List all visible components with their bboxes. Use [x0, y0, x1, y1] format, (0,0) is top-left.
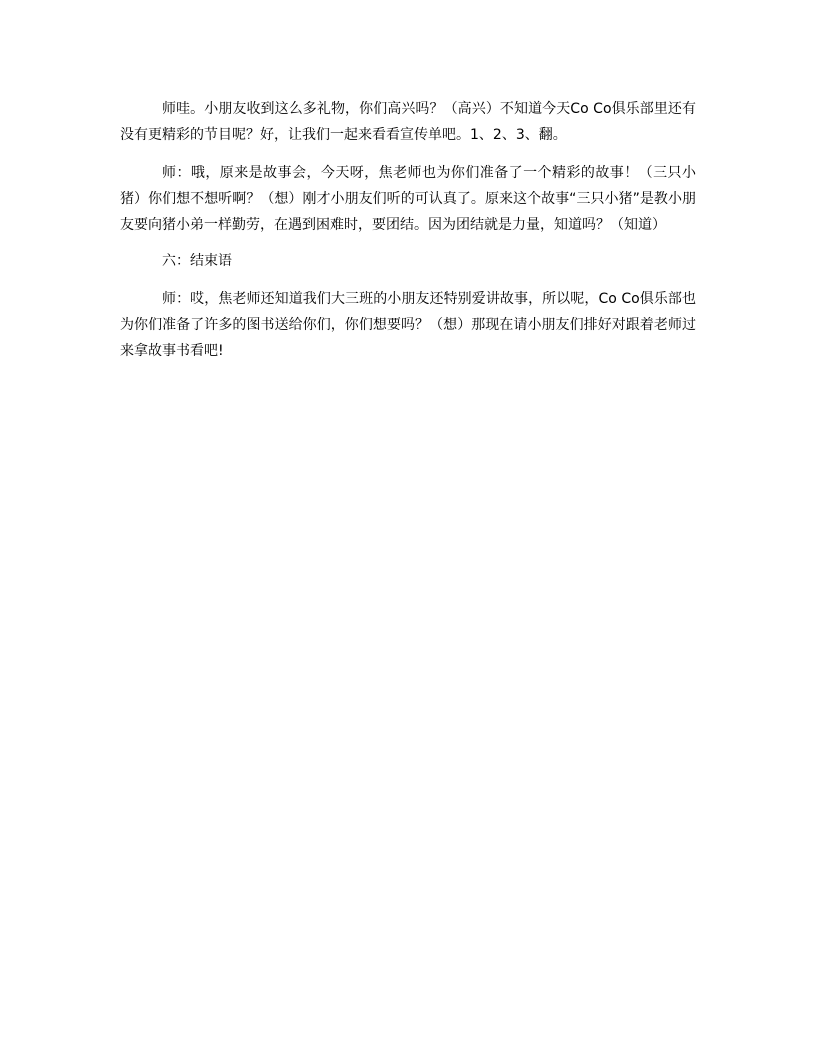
- paragraph-story-time: 师：哦，原来是故事会，今天呀，焦老师也为你们准备了一个精彩的故事！（三只小猪）你们想不想听啊？（想）刚才小朋友们听的可认真了。原来这个故事“三只小猪”是教小朋友要向猪小弟一样勤劳，在遇到困难时，要团结。因为团结就是力量，知道吗？（知道）: [120, 165, 696, 233]
- section-heading-closing: 六：结束语: [162, 253, 232, 269]
- document-page: [120, 96, 696, 364]
- paragraph-closing-remarks: 师：哎，焦老师还知道我们大三班的小朋友还特别爱讲故事，所以呢，Co Co俱乐部也为你们准备了许多的图书送给你们，你们想要吗？（想）那现在请小朋友们排好对跟着老师过来拿故事书看吧!: [120, 291, 696, 359]
- paragraph-gift-intro: 师哇。小朋友收到这么多礼物，你们高兴吗？（高兴）不知道今天Co Co俱乐部里还有没有更精彩的节目呢？好，让我们一起来看看宣传单吧。1、2、3、翻。: [120, 101, 696, 143]
